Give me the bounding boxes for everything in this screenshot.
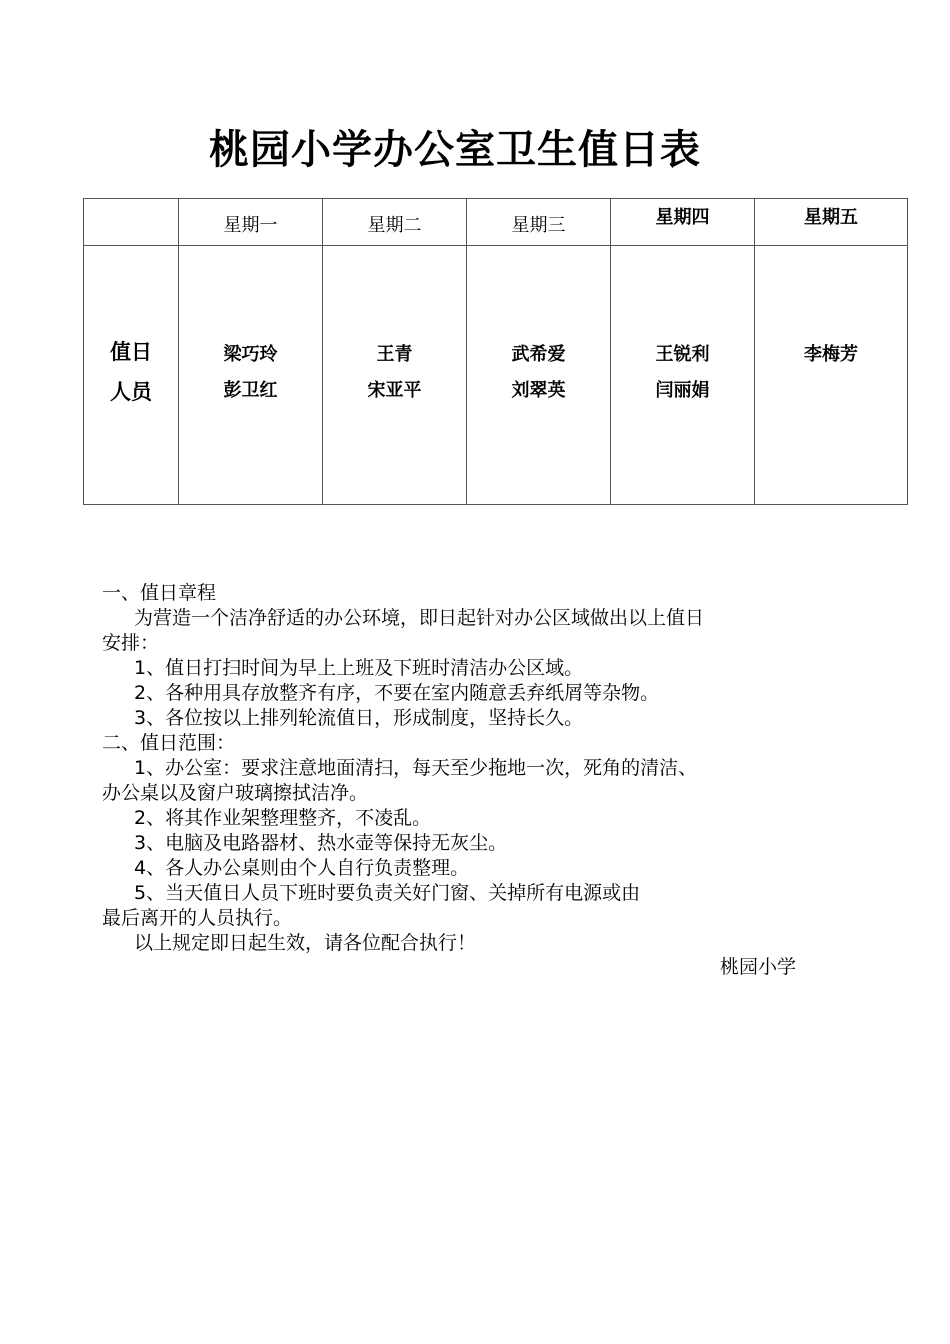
row-label-line: 人员 xyxy=(110,380,152,404)
rules-paragraph: 为营造一个洁净舒适的办公环境，即日起针对办公区域做出以上值日 xyxy=(134,607,705,629)
assignment-cell-friday xyxy=(755,246,908,505)
closing-statement: 以上规定即日起生效，请各位配合执行！ xyxy=(134,932,477,954)
assignment-cell-monday xyxy=(179,246,323,505)
staff-name: 彭卫红 xyxy=(223,380,278,401)
corner-cell xyxy=(84,199,179,246)
page-title: 桃园小学办公室卫生值日表 xyxy=(209,127,701,173)
rule-item: 5、当天值日人员下班时要负责关好门窗、关掉所有电源或由 xyxy=(134,882,641,904)
assignment-cell-tuesday xyxy=(323,246,467,505)
day-label: 星期三 xyxy=(511,215,566,236)
rule-item: 办公桌以及窗户玻璃擦拭洁净。 xyxy=(102,782,369,804)
staff-name: 刘翠英 xyxy=(511,380,566,401)
day-label: 星期四 xyxy=(655,207,710,228)
section-heading: 一、值日章程 xyxy=(102,582,217,604)
staff-name: 宋亚平 xyxy=(367,380,422,401)
duty-rules xyxy=(102,581,822,956)
duty-roster-table xyxy=(83,198,908,505)
rule-item: 2、各种用具存放整齐有序，不要在室内随意丢弃纸屑等杂物。 xyxy=(134,682,660,704)
header-cell-friday xyxy=(755,199,908,246)
staff-name: 王锐利 xyxy=(655,344,710,365)
row-label xyxy=(84,246,178,412)
assignment-cell-wednesday xyxy=(467,246,611,505)
assignment-cell-thursday xyxy=(611,246,755,505)
row-label-line: 值日 xyxy=(110,340,152,364)
staff-name: 王青 xyxy=(376,344,413,365)
staff-name: 梁巧玲 xyxy=(223,344,278,365)
header-cell-wednesday xyxy=(467,199,611,246)
rule-item: 最后离开的人员执行。 xyxy=(102,907,293,929)
day-label: 星期二 xyxy=(367,215,422,236)
table-duty-row xyxy=(84,246,908,505)
day-label: 星期一 xyxy=(223,215,278,236)
staff-name: 闫丽娟 xyxy=(655,380,710,401)
staff-name: 李梅芳 xyxy=(804,344,858,365)
staff-name: 武希爱 xyxy=(511,344,566,365)
signature: 桃园小学 xyxy=(720,956,797,978)
rule-item: 4、各人办公桌则由个人自行负责整理。 xyxy=(134,857,470,879)
rule-item: 3、各位按以上排列轮流值日，形成制度，坚持长久。 xyxy=(134,707,584,729)
header-cell-tuesday xyxy=(323,199,467,246)
section-heading: 二、值日范围： xyxy=(102,732,236,754)
row-label-cell xyxy=(84,246,179,505)
rule-item: 2、将其作业架整理整齐，不凌乱。 xyxy=(134,807,432,829)
header-cell-thursday xyxy=(611,199,755,246)
table-header-row xyxy=(84,199,908,246)
rules-paragraph: 安排： xyxy=(102,632,160,654)
rule-item: 1、办公室：要求注意地面清扫，每天至少拖地一次，死角的清洁、 xyxy=(134,757,698,779)
rule-item: 3、电脑及电路器材、热水壶等保持无灰尘。 xyxy=(134,832,508,854)
header-cell-monday xyxy=(179,199,323,246)
day-label: 星期五 xyxy=(804,207,858,228)
rule-item: 1、值日打扫时间为早上上班及下班时清洁办公区域。 xyxy=(134,657,584,679)
